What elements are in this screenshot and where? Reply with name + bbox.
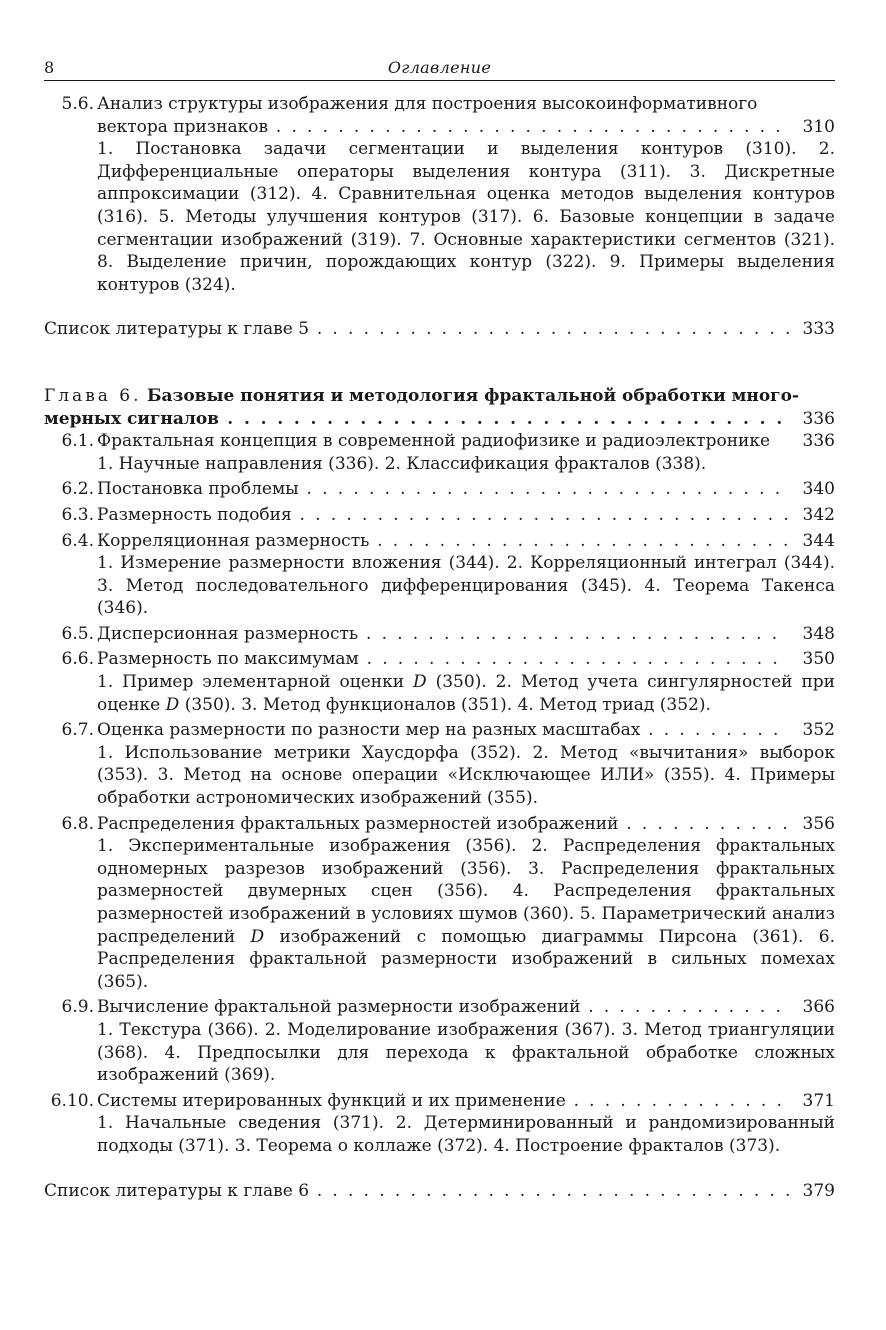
toc-entry-6-5[interactable] bbox=[44, 623, 835, 646]
toc-entry-references-ch6[interactable] bbox=[44, 1180, 835, 1203]
page-ref: 371 bbox=[802, 1090, 835, 1111]
toc-entry-6-7[interactable] bbox=[44, 719, 835, 809]
page-ref: 348 bbox=[802, 623, 835, 644]
page-ref: 356 bbox=[802, 813, 835, 834]
subsection-list: 1. Измерение размерности вложения (344). 2. Корреляционный интеграл (344). 3. Метод последовательного дифференцирования (345). 4. Теорема Такенса (346). bbox=[97, 553, 835, 619]
section-title: Дисперсионная размерность . . . bbox=[97, 623, 789, 646]
section-number: 6.8. bbox=[61, 813, 94, 834]
subsection-list: 1. Текстура (366). 2. Моделирование изображения (367). 3. Метод триангуляции (368). 4. Предпосылки для перехода к фрактальной обработке сложных изображений (369). bbox=[97, 1019, 835, 1086]
page-ref: 336 bbox=[802, 408, 835, 429]
subsection-list: 1. Пример элементарной оценки D (350). 2. Метод учета сингулярностей при оценке D (350). 3. Метод функционалов (351). 4. Метод триад (352). bbox=[97, 672, 835, 715]
section-number: 6.5. bbox=[61, 623, 94, 644]
section-title-continued: вектора признаков . . . bbox=[97, 116, 789, 139]
section-title: Размерность подобия . . . bbox=[97, 504, 789, 527]
page-number: 8 bbox=[44, 58, 55, 77]
toc-entry-6-9[interactable] bbox=[44, 996, 835, 1086]
section-title: Постановка проблемы . . . bbox=[97, 478, 789, 501]
page-ref: 379 bbox=[802, 1180, 835, 1201]
toc-entry-6-10[interactable] bbox=[44, 1090, 835, 1158]
references-title: Список литературы к главе 5 . . . bbox=[44, 318, 789, 341]
toc-entry-6-6[interactable] bbox=[44, 648, 835, 716]
page-ref: 310 bbox=[802, 116, 835, 137]
toc-entry-6-2[interactable] bbox=[44, 478, 835, 501]
subsection-list: 1. Использование метрики Хаусдорфа (352). 2. Метод «вычитания» выборок (353). 3. Метод на основе операции «Исключающее ИЛИ» (355). 4. Примеры обработки астрономических изображений (355). bbox=[97, 742, 835, 809]
section-number: 5.6. bbox=[61, 94, 94, 114]
page-ref: 344 bbox=[802, 530, 835, 551]
section-title: Размерность по максимумам . . . bbox=[97, 648, 789, 671]
section-title: Распределения фрактальных размерностей изображений . . . bbox=[97, 813, 789, 836]
toc-entry-6-8[interactable] bbox=[44, 813, 835, 994]
variable-d: D bbox=[413, 672, 427, 693]
toc-entry-references-ch5[interactable] bbox=[44, 318, 835, 341]
section-number: 6.9. bbox=[61, 997, 94, 1018]
page-ref: 340 bbox=[802, 479, 835, 500]
section-number: 6.2. bbox=[61, 479, 94, 500]
section-number: 6.4. bbox=[61, 530, 94, 551]
section-number: 6.7. bbox=[61, 720, 94, 741]
page-ref: 336 bbox=[802, 431, 835, 452]
section-number: 6.10. bbox=[50, 1090, 94, 1111]
toc-page bbox=[44, 56, 835, 1202]
subsection-list: 1. Постановка задачи сегментации и выделения контуров (310). 2. Дифференциальные операторы выделения контура (311). 3. Дискретные аппроксимации (312). 4. Сравнительная оценка методов выделения контуров (316). 5. Методы улучшения контуров (317). 6. Базовые концепции в задаче сегментации изображений (319). 7. Основные характеристики сегментов (321). 8. Выделение причин, порождающих контур (322). 9. Примеры выделения контуров (324). bbox=[97, 139, 835, 295]
subsection-list: 1. Научные направления (336). 2. Классификация фракталов (338). bbox=[97, 453, 707, 474]
chapter-title: Базовые понятия и методология фрактальной обработки много- bbox=[146, 385, 799, 406]
chapter-label: Глава 6. bbox=[44, 385, 142, 406]
section-title: Корреляционная размерность . . . bbox=[97, 530, 789, 553]
page-ref: 366 bbox=[802, 997, 835, 1018]
variable-d: D bbox=[250, 926, 265, 947]
page-ref: 352 bbox=[802, 720, 835, 741]
section-title: Оценка размерности по разности мер на разных масштабах . . . bbox=[97, 719, 789, 742]
chapter-title-continued: мерных сигналов . . . bbox=[44, 408, 789, 431]
references-title: Список литературы к главе 6 . . . bbox=[44, 1180, 789, 1203]
toc-entry-chapter-6[interactable] bbox=[44, 385, 835, 430]
section-title: Фрактальная концепция в современной радиофизике и радиоэлектронике bbox=[97, 431, 771, 452]
toc-entry-6-3[interactable] bbox=[44, 504, 835, 527]
running-title: Оглавление bbox=[387, 58, 492, 77]
page-ref: 342 bbox=[802, 504, 835, 525]
toc-entry-6-1[interactable] bbox=[44, 430, 835, 475]
toc-entry-5-6[interactable] bbox=[44, 93, 835, 296]
section-title: Анализ структуры изображения для построения высокоинформативного bbox=[97, 94, 758, 114]
section-title: Вычисление фрактальной размерности изображений . . . bbox=[97, 996, 789, 1019]
page-ref: 350 bbox=[802, 649, 835, 670]
page-ref: 333 bbox=[802, 319, 835, 340]
running-header bbox=[44, 56, 835, 81]
section-number: 6.6. bbox=[61, 649, 94, 670]
subsection-list: 1. Начальные сведения (371). 2. Детерминированный и рандомизированный подходы (371). 3. Теорема о коллаже (372). 4. Построение фракталов (373). bbox=[97, 1113, 835, 1156]
section-number: 6.1. bbox=[61, 431, 94, 452]
section-number: 6.3. bbox=[61, 504, 94, 525]
section-title: Системы итерированных функций и их применение . . . bbox=[97, 1090, 789, 1113]
toc-entry-6-4[interactable] bbox=[44, 530, 835, 620]
variable-d: D bbox=[165, 694, 180, 715]
table-of-contents bbox=[44, 93, 835, 1202]
subsection-list: 1. Экспериментальные изображения (356). 2. Распределения фрактальных одномерных разрезов изображений (356). 3. Распределения фрактальных размерностей двумерных сцен (356). 4. Распределения фрактальных размерностей изображений в условиях шумов (360). 5. Параметрический анализ распределений D изображений с помощью диаграммы Пирсона (361). 6. Распределения фрактальной размерности изображений в сильных помехах (365). bbox=[97, 836, 835, 992]
